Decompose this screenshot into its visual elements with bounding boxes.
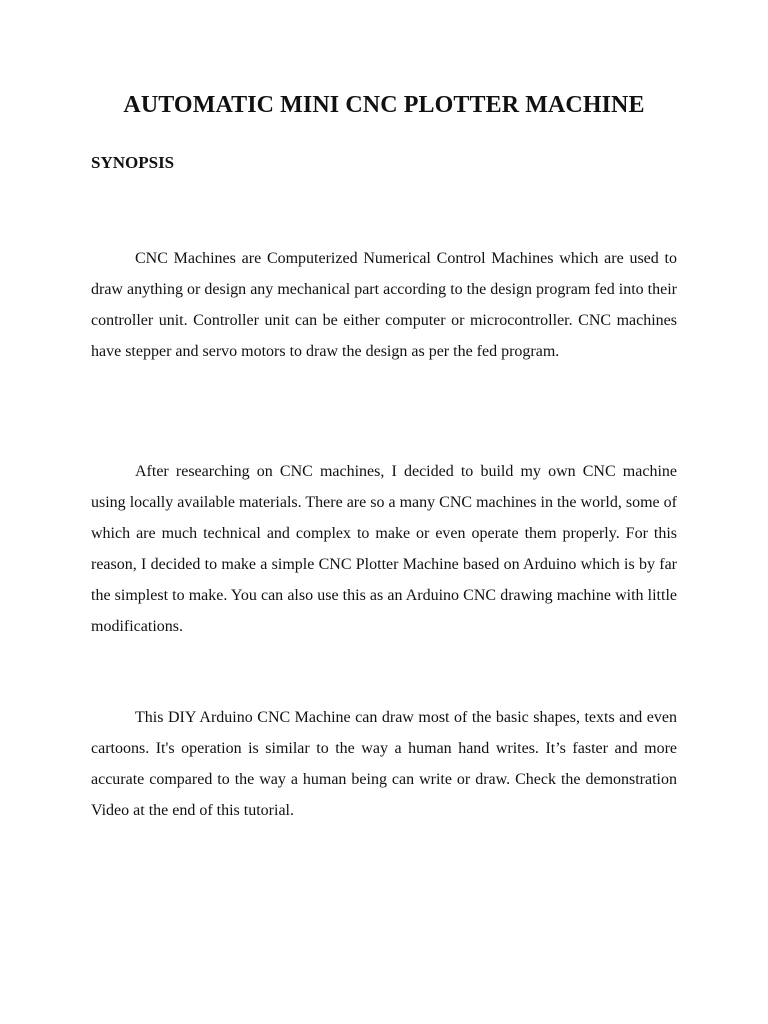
synopsis-paragraph-1: CNC Machines are Computerized Numerical Control Machines which are used to draw anything or design any mechanical part according to the design program fed into their controller unit. Controller unit can be either computer or microcontroller. CNC machines have stepper and servo motors to draw the design as per the fed program. — [91, 250, 677, 360]
synopsis-paragraph-2: After researching on CNC machines, I decided to build my own CNC machine using locally available materials. There are so a many CNC machines in the world, some of which are much technical and complex to make or even operate them properly. For this reason, I decided to make a simple CNC Plotter Machine based on Arduino which is by far the simplest to make. You can also use this as an Arduino CNC drawing machine with little modifications. — [91, 463, 677, 635]
synopsis-paragraph-3: This DIY Arduino CNC Machine can draw most of the basic shapes, texts and even cartoons. It's operation is similar to the way a human hand writes. It’s faster and more accurate compared to the way a human being can write or draw. Check the demonstration Video at the end of this tutorial. — [91, 709, 677, 819]
document-title: AUTOMATIC MINI CNC PLOTTER MACHINE — [123, 92, 645, 118]
section-heading-synopsis: SYNOPSIS — [91, 153, 175, 172]
